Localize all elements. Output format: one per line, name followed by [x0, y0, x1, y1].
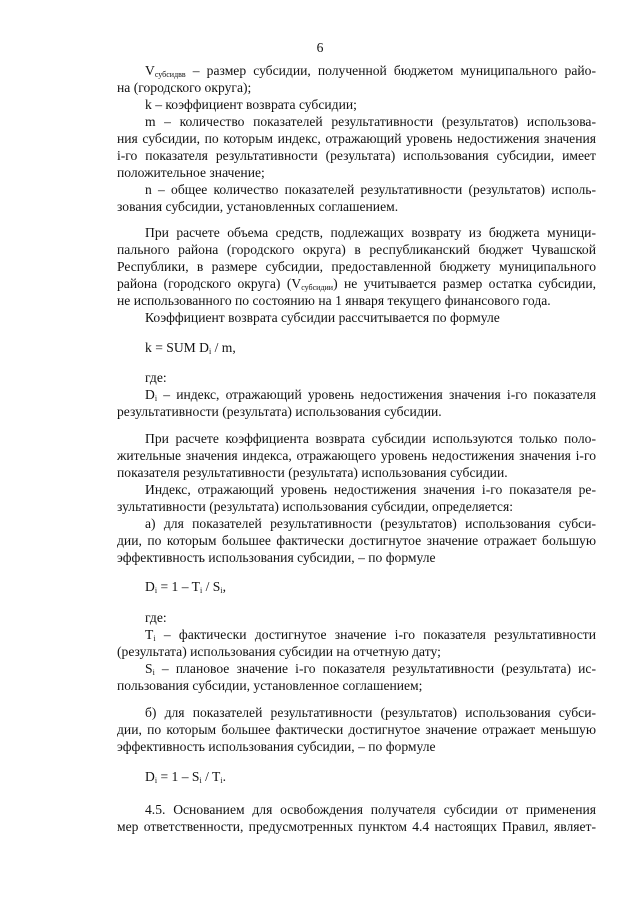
- subscript: i: [152, 668, 155, 677]
- text-span: – размер субсидии, полученной бюджетом муниципального райо-: [185, 63, 596, 78]
- text-span: = 1 – T: [157, 579, 200, 594]
- text-span: k = SUM D: [145, 340, 209, 355]
- text-line: m – количество показателей результативности (результатов) использова-: [145, 114, 596, 129]
- text-span: T: [145, 627, 154, 642]
- text-line: на (городского округа);: [117, 80, 252, 95]
- subscript: i: [220, 776, 223, 785]
- text-line: где:: [145, 610, 167, 625]
- text-line: Индекс, отражающий уровень недостижения значения i-го показателя ре-: [145, 482, 596, 497]
- text-line: эффективность использования субсидии, – по формуле: [117, 550, 436, 565]
- formula-d-b: [145, 768, 596, 785]
- text-line: показателя результативности (результата) использования субсидии.: [117, 465, 508, 480]
- text-line: где:: [145, 370, 167, 385]
- subscript: i: [154, 586, 158, 595]
- text-line: зования субсидии, установленных соглашением.: [117, 199, 399, 214]
- text-line: б) для показателей результативности (результатов) использования субси-: [145, 705, 596, 720]
- text-line: Коэффициент возврата субсидии рассчитывается по формуле: [145, 310, 500, 325]
- text-line: эффективность использования субсидии, – по формуле: [117, 739, 436, 754]
- text-line: мер ответственности, предусмотренных пунктом 4.4 настоящих Правил, являет-: [117, 819, 596, 834]
- text-line: пального района (городского округа) в республиканский бюджет Чувашской: [117, 242, 596, 257]
- subscript: субсидии: [301, 283, 334, 292]
- text-span: D: [145, 579, 155, 594]
- text-span: D: [145, 769, 155, 784]
- subscript: i: [208, 347, 212, 356]
- text-line: [117, 275, 596, 292]
- text-span: – индекс, отражающий уровень недостижения значения i-го показателя: [157, 387, 596, 402]
- text-line: i-го показателя результативности (результата) использования субсидии, имеет: [117, 148, 596, 163]
- text-span: .: [222, 769, 226, 784]
- page-number: 6: [316, 40, 324, 55]
- subscript: i: [154, 394, 158, 403]
- text-line: дии, по которым большее фактически достигнутое значение отражает меньшую: [117, 722, 596, 737]
- subscript: i: [154, 776, 158, 785]
- text-line: положительное значение;: [117, 165, 265, 180]
- text-span: D: [145, 387, 155, 402]
- formula-d-a: [145, 578, 596, 595]
- text-line: n – общее количество показателей результативности (результатов) исполь-: [145, 182, 596, 197]
- text-span: – плановое значение i-го показателя результативности (результата) ис-: [154, 661, 596, 676]
- subscript: i: [199, 586, 203, 595]
- text-line: зультативности (результата) использования субсидии, определяется:: [117, 499, 513, 514]
- text-span: / m,: [211, 340, 236, 355]
- text-line: результативности (результата) использования субсидии.: [117, 404, 442, 419]
- text-line: [145, 660, 596, 677]
- text-span: S: [145, 661, 153, 676]
- text-line: (результата) использования субсидии на отчетную дату;: [117, 644, 441, 659]
- text-line: При расчете объема средств, подлежащих возврату из бюджета муници-: [145, 225, 596, 240]
- text-span: района (городского округа) (V: [117, 276, 302, 291]
- subscript: i: [199, 776, 202, 785]
- text-span: – фактически достигнутое значение i-го показателя результативности: [155, 627, 596, 642]
- text-line: Республики, в размере субсидии, предоставленной бюджету муниципального: [117, 259, 596, 274]
- text-span: ) не учитывается размер остатка субсидии,: [333, 276, 596, 291]
- text-line: дии, по которым большее фактически достигнутое значение отражает большую: [117, 533, 596, 548]
- text-line: [145, 626, 596, 643]
- text-line: а) для показателей результативности (результатов) использования субси-: [145, 516, 596, 531]
- text-line: жительные значения индекса, отражающего уровень недостижения значения i-го: [117, 448, 596, 463]
- text-span: / S: [202, 579, 221, 594]
- text-line: [145, 62, 596, 79]
- text-span: / T: [201, 769, 221, 784]
- subscript: i: [220, 586, 223, 595]
- subscript: i: [153, 634, 156, 643]
- text-span: ,: [222, 579, 226, 594]
- text-line: При расчете коэффициента возврата субсидии используются только поло-: [145, 431, 596, 446]
- text-line: [145, 386, 596, 403]
- text-span: = 1 – S: [157, 769, 200, 784]
- var-v: V: [145, 63, 155, 78]
- formula-k: [145, 339, 596, 356]
- text-line: пользования субсидии, установленное соглашением;: [117, 678, 423, 693]
- subscript: субсидвв: [154, 70, 186, 79]
- text-line: k – коэффициент возврата субсидии;: [145, 97, 357, 112]
- text-line: не использованного по состоянию на 1 января текущего финансового года.: [117, 293, 551, 308]
- text-line: ния субсидии, по которым индекс, отражающий уровень недостижения значения: [117, 131, 596, 146]
- text-line: 4.5. Основанием для освобождения получателя субсидии от применения: [145, 802, 596, 817]
